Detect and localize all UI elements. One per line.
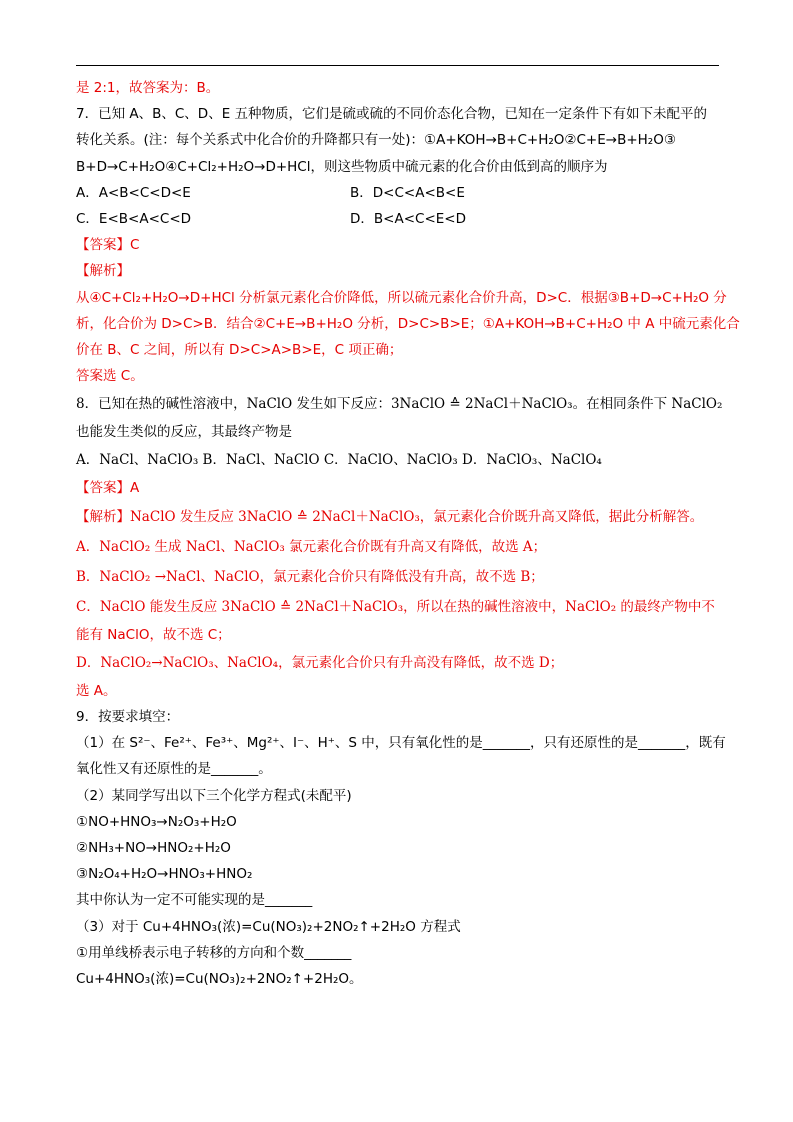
q9-part3-equation: Cu+4HNO₃(浓)=Cu(NO₃)₂+2NO₂↑+2H₂O。 xyxy=(76,970,363,987)
q8-analysis-line-6: D．NaClO₂→NaClO₃、NaClO₄，氯元素化合价只有升高没有降低，故不选 D； xyxy=(76,654,564,671)
q7-answer: 【答案】C xyxy=(76,237,140,254)
q7-analysis-line-2: 析，化合价为 D>C>B．结合②C+E→B+H₂O 分析，D>C>B>E；①A+KOH→B+C+H₂O 中 A 中硫元素化合 xyxy=(76,315,740,332)
q9-part1-line-2: 氧化性又有还原性的是_______。 xyxy=(76,761,272,778)
q9-equation-3: ③N₂O₄+H₂O→HNO₃+HNO₂ xyxy=(76,866,253,883)
q7-options-row-1 xyxy=(76,180,722,206)
q8-analysis-line-7: 选 A。 xyxy=(76,682,117,699)
q8-stem-line-2: 也能发生类似的反应，其最终产物是 xyxy=(76,424,292,441)
q7-stem-line-2: 转化关系。(注：每个关系式中化合价的升降都只有一处)：①A+KOH→B+C+H₂O②C+E→B+H₂O③ xyxy=(76,132,676,149)
q7-analysis-line-4: 答案选 C。 xyxy=(76,368,144,385)
question-8 xyxy=(76,389,722,704)
q7-options-row-2 xyxy=(76,206,722,232)
q7-option-a: A．A<B<C<D<E xyxy=(76,184,191,201)
q8-analysis-line-1: 【解析】NaClO 发生反应 3NaClO ≙ 2NaCl＋NaClO₃，氯元素化合价既升高又降低，据此分析解答。 xyxy=(76,508,704,525)
q7-stem-line-1: 7．已知 A、B、C、D、E 五种物质，它们是硫或硫的不同价态化合物，已知在一定条件下有如下未配平的 xyxy=(76,106,708,123)
q9-title: 9．按要求填空： xyxy=(76,709,180,725)
q9-equation-1: ①NO+HNO₃→N₂O₃+H₂O xyxy=(76,813,237,830)
q8-analysis-line-3: B．NaClO₂ →NaCl、NaClO，氯元素化合价只有降低没有升高，故不选 B； xyxy=(76,568,544,585)
q7-analysis-line-1: 从④C+Cl₂+H₂O→D+HCl 分析氯元素化合价降低，所以硫元素化合价升高，D>C．根据③B+D→C+H₂O 分 xyxy=(76,289,727,306)
header-rule xyxy=(76,65,719,66)
q7-stem-line-3: B+D→C+H₂O④C+Cl₂+H₂O→D+HCl，则这些物质中硫元素的化合价由低到高的顺序为 xyxy=(76,158,608,175)
q8-analysis-line-4: C．NaClO 能发生反应 3NaClO ≙ 2NaCl＋NaClO₃，所以在热的碱性溶液中，NaClO₂ 的最终产物中不 xyxy=(76,598,715,615)
q9-equation-2: ②NH₃+NO→HNO₂+H₂O xyxy=(76,839,231,856)
q8-answer: 【答案】A xyxy=(76,480,140,497)
q7-analysis-label: 【解析】 xyxy=(76,263,130,280)
q7-option-d: D．B<A<C<E<D xyxy=(350,210,466,227)
q9-part1-line-1: （1）在 S²⁻、Fe²⁺、Fe³⁺、Mg²⁺、I⁻、H⁺、S 中，只有氧化性的是_______，只有还原性的是_______，既有 xyxy=(76,735,726,752)
q9-part3-question-1: ①用单线桥表示电子转移的方向和个数_______ xyxy=(76,944,352,961)
content-area xyxy=(76,75,740,992)
prev-answer-continuation: 是 2:1，故答案为：B。 xyxy=(76,80,220,96)
q7-analysis-line-3: 价在 B、C 之间，所以有 D>C>A>B>E，C 项正确； xyxy=(76,341,403,358)
q8-stem-line-1: 8．已知在热的碱性溶液中，NaClO 发生如下反应：3NaClO ≙ 2NaCl＋NaClO₃。在相同条件下 NaClO₂ xyxy=(76,396,723,413)
q9-part3-title: （3）对于 Cu+4HNO₃(浓)=Cu(NO₃)₂+2NO₂↑+2H₂O 方程式 xyxy=(76,918,461,935)
q7-option-b: B．D<C<A<B<E xyxy=(350,184,465,201)
q8-options: A．NaCl、NaClO₃ B．NaCl、NaClO C．NaClO、NaClO₃ D．NaClO₃、NaClO₄ xyxy=(76,452,602,469)
q9-part2-question: 其中你认为一定不可能实现的是_______ xyxy=(76,892,313,909)
question-7 xyxy=(76,101,740,389)
q9-part2-title: （2）某同学写出以下三个化学方程式(未配平) xyxy=(76,787,352,804)
q7-option-c: C．E<B<A<C<D xyxy=(76,210,192,227)
question-9 xyxy=(76,704,726,992)
q8-analysis-line-2: A．NaClO₂ 生成 NaCl、NaClO₃ 氯元素化合价既有升高又有降低，故选 A； xyxy=(76,538,547,555)
q8-analysis-line-5: 能有 NaClO，故不选 C； xyxy=(76,626,231,643)
